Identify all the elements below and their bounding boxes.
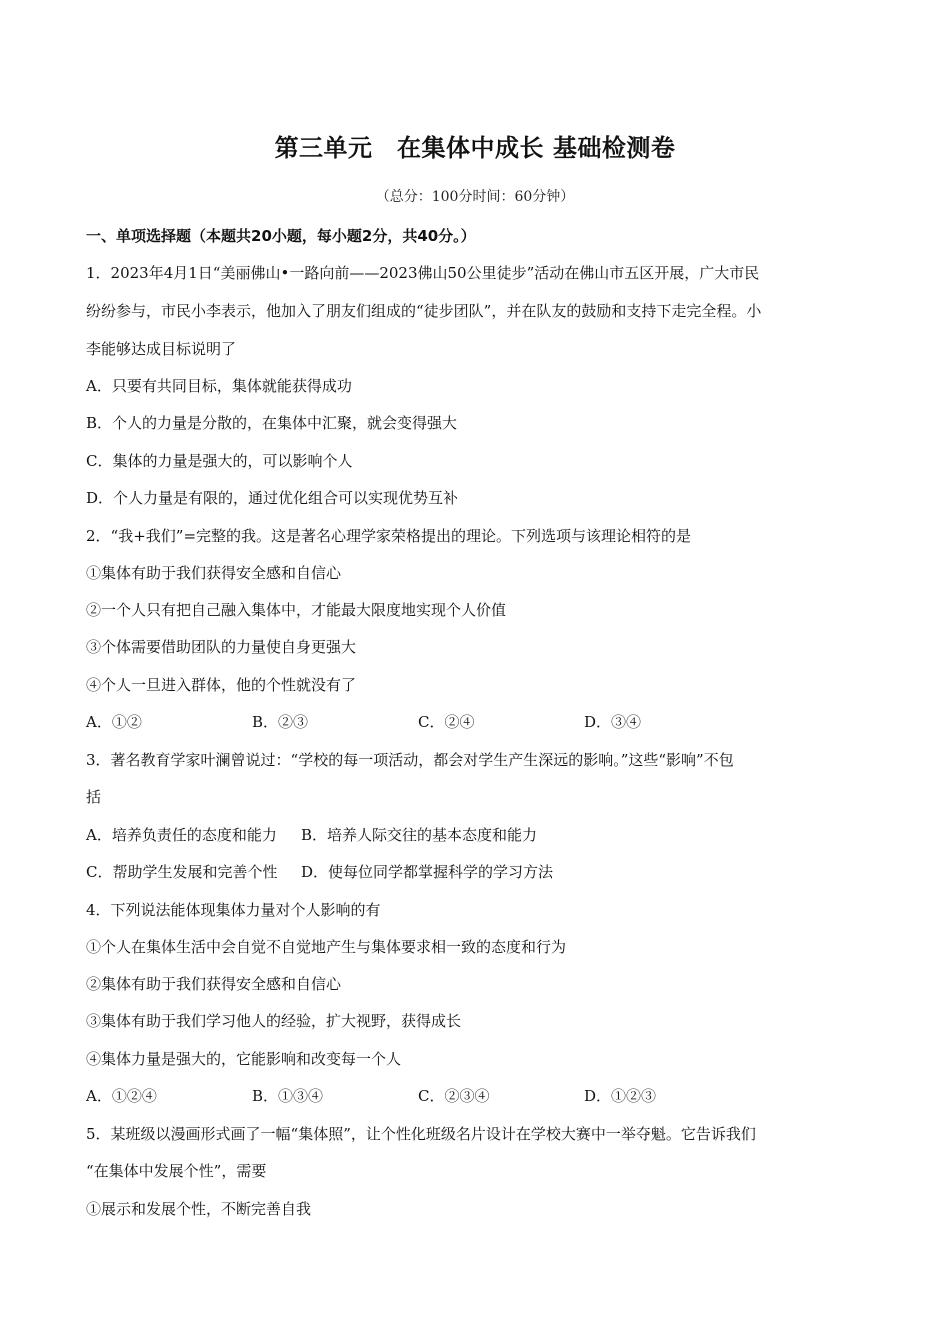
q3-option-b: B．培养人际交往的基本态度和能力 <box>301 826 538 844</box>
q3-stem-line-2: 括 <box>86 788 102 806</box>
q4-option-d: D．①②③ <box>584 1087 657 1105</box>
q5-stem-line-2: “在集体中发展个性”，需要 <box>86 1162 267 1180</box>
q2-option-b: B．②③ <box>252 713 309 731</box>
q3-option-d: D．使每位同学都掌握科学的学习方法 <box>301 863 554 881</box>
q4-statement-2: ②集体有助于我们获得安全感和自信心 <box>86 975 342 993</box>
q2-statement-3: ③个体需要借助团队的力量使自身更强大 <box>86 638 357 656</box>
q4-option-a: A．①②④ <box>86 1087 157 1105</box>
q4-statement-4: ④集体力量是强大的，它能影响和改变每一个人 <box>86 1050 402 1068</box>
q1-option-d: D．个人力量是有限的，通过优化组合可以实现优势互补 <box>86 489 459 507</box>
q3-option-a: A．培养负责任的态度和能力 <box>86 826 277 844</box>
q4-option-b: B．①③④ <box>252 1087 324 1105</box>
q3-stem-line-1: 3．著名教育学家叶澜曾说过：“学校的每一项活动，都会对学生产生深远的影响。”这些“影响”不包 <box>86 751 734 769</box>
q3-option-c: C．帮助学生发展和完善个性 <box>86 863 278 881</box>
q1-stem-line-3: 李能够达成目标说明了 <box>86 340 237 358</box>
q4-stem: 4．下列说法能体现集体力量对个人影响的有 <box>86 901 381 919</box>
q2-statement-2: ②一个人只有把自己融入集体中，才能最大限度地实现个人价值 <box>86 601 507 619</box>
q5-stem-line-1: 5．某班级以漫画形式画了一幅“集体照”，让个性化班级名片设计在学校大赛中一举夺魁。它告诉我们 <box>86 1125 756 1143</box>
q1-option-c: C．集体的力量是强大的，可以影响个人 <box>86 452 353 470</box>
q2-option-d: D．③④ <box>584 713 642 731</box>
q4-option-c: C．②③④ <box>418 1087 490 1105</box>
q1-option-a: A．只要有共同目标，集体就能获得成功 <box>86 377 352 395</box>
q2-option-c: C．②④ <box>418 713 475 731</box>
section-heading: 一、单项选择题（本题共20小题，每小题2分，共40分。） <box>86 227 476 245</box>
q1-stem-line-1: 1．2023年4月1日“美丽佛山•一路向前——2023佛山50公里徒步”活动在佛山市五区开展，广大市民 <box>86 264 760 282</box>
q5-statement-1: ①展示和发展个性，不断完善自我 <box>86 1200 312 1218</box>
q1-stem-line-2: 纷纷参与，市民小李表示，他加入了朋友们组成的“徒步团队”，并在队友的鼓励和支持下走完全程。小 <box>86 302 762 320</box>
q2-statement-4: ④个人一旦进入群体，他的个性就没有了 <box>86 676 357 694</box>
q2-option-a: A．①② <box>86 713 142 731</box>
q2-stem: 2．“我+我们”=完整的我。这是著名心理学家荣格提出的理论。下列选项与该理论相符的是 <box>86 527 692 545</box>
page-title: 第三单元 在集体中成长 基础检测卷 <box>274 134 676 162</box>
exam-info: （总分：100分时间：60分钟） <box>375 189 575 205</box>
q2-statement-1: ①集体有助于我们获得安全感和自信心 <box>86 564 342 582</box>
q4-statement-3: ③集体有助于我们学习他人的经验，扩大视野，获得成长 <box>86 1012 462 1030</box>
q1-option-b: B．个人的力量是分散的，在集体中汇聚，就会变得强大 <box>86 414 458 432</box>
q4-statement-1: ①个人在集体生活中会自觉不自觉地产生与集体要求相一致的态度和行为 <box>86 938 567 956</box>
